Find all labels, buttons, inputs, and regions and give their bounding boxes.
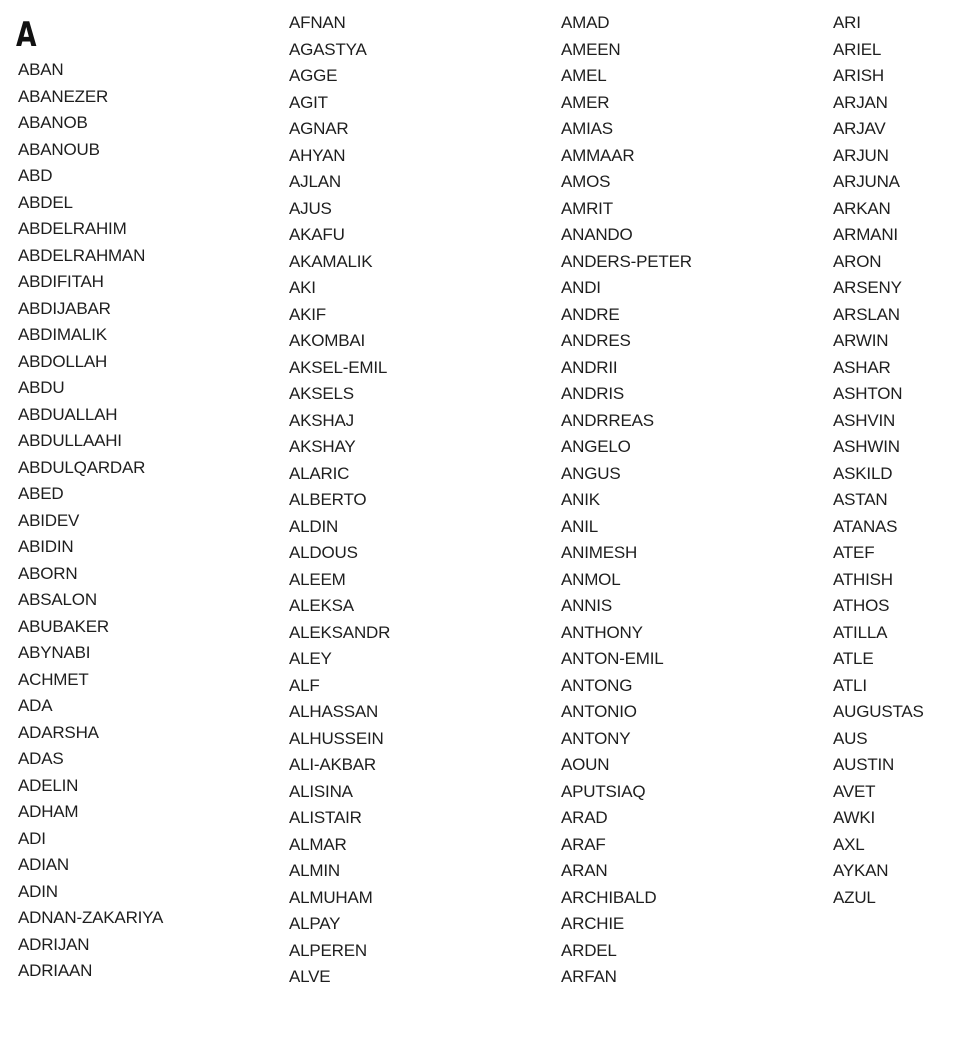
name-entry: ANTHONY (561, 622, 643, 642)
name-entry: ANIMESH (561, 543, 638, 562)
name-entry: ARAF (561, 834, 606, 854)
name-entry: AGGE (289, 66, 338, 85)
name-entry: ARJAV (833, 119, 886, 138)
name-entry: ANMOL (561, 569, 621, 589)
name-entry: AZUL (833, 887, 876, 907)
name-entry: ALEY (289, 649, 332, 668)
name-entry: ALHASSAN (289, 702, 379, 721)
name-entry: ABDELRAHMAN (18, 245, 146, 265)
name-entry: ABYNABI (18, 643, 91, 662)
name-entry: AUSTIN (833, 755, 895, 774)
name-entry: ATHISH (833, 569, 893, 589)
name-entry: ACHMET (18, 669, 89, 689)
name-entry: AMIAS (561, 119, 613, 138)
name-entry: ADIAN (18, 855, 69, 874)
name-entry: ALMIN (289, 861, 340, 880)
name-entry: ANANDO (561, 225, 633, 244)
name-entry: AHYAN (289, 145, 346, 165)
name-entry: ALMUHAM (289, 887, 373, 907)
name-entry: ABDEL (18, 192, 73, 212)
name-entry: ATANAS (833, 516, 898, 536)
name-entry: ABDIMALIK (18, 325, 107, 344)
name-entry: ALBERTO (289, 490, 367, 509)
name-entry: AVET (833, 781, 876, 801)
name-entry: ALEKSANDR (289, 622, 391, 642)
name-entry: ATEF (833, 543, 875, 562)
name-entry: ADRIJAN (18, 934, 90, 954)
name-entry: ARKAN (833, 198, 891, 218)
name-entry: ABDIJABAR (18, 298, 111, 318)
name-entry: ANDRE (561, 304, 620, 324)
name-entry: AUGUSTAS (833, 702, 924, 721)
name-entry: AMOS (561, 172, 611, 191)
name-entry: AGASTYA (289, 39, 367, 59)
name-entry: ANTONY (561, 728, 631, 748)
name-entry: ANDERS-PETER (561, 251, 692, 271)
name-entry: ANDI (561, 278, 601, 297)
name-entry: AKSELS (289, 384, 354, 403)
name-entry: ATHOS (833, 596, 890, 615)
name-entry: AKAMALIK (289, 251, 373, 271)
name-entry: ADA (18, 696, 53, 715)
name-entry: ATLE (833, 649, 874, 668)
name-entry: ASHAR (833, 357, 891, 377)
name-entry: ADHAM (18, 802, 79, 821)
name-entry: ADNAN-ZAKARIYA (18, 908, 164, 927)
name-entry: AUS (833, 728, 868, 748)
name-entry: ANDRES (561, 331, 631, 350)
name-entry: AGNAR (289, 119, 349, 138)
name-entry: ARSENY (833, 278, 902, 297)
name-entry: AJLAN (289, 172, 341, 191)
name-entry: AJUS (289, 198, 332, 218)
name-entry: ARON (833, 251, 882, 271)
name-entry: ATILLA (833, 622, 888, 642)
name-entry: ADI (18, 828, 46, 848)
name-entry: ALPAY (289, 914, 341, 933)
name-entry: ABAN (18, 60, 64, 79)
name-entry: AKSHAY (289, 437, 356, 456)
name-entry: ALDOUS (289, 543, 358, 562)
name-entry: ANTONIO (561, 702, 637, 721)
name-entry: ARAN (561, 861, 608, 880)
name-entry: ARMANI (833, 225, 898, 244)
name-entry: APUTSIAQ (561, 781, 646, 801)
name-entry: ABED (18, 484, 64, 503)
name-entry: AMRIT (561, 198, 613, 218)
name-entry: ABIDIN (18, 537, 74, 556)
name-entry: ALI-AKBAR (289, 755, 377, 774)
name-entry: AFNAN (289, 13, 346, 32)
name-entry: AKAFU (289, 225, 345, 244)
name-entry: ABDU (18, 378, 65, 397)
name-entry: ABDIFITAH (18, 272, 104, 291)
name-entry: ABDULLAAHI (18, 431, 122, 450)
name-entry: ADIN (18, 881, 58, 901)
name-entry: ADARSHA (18, 722, 99, 742)
name-entry: ALARIC (289, 463, 350, 483)
name-entry: ABANOUB (18, 139, 100, 159)
name-entry: ANDRREAS (561, 410, 654, 430)
name-column-4 (833, 10, 924, 911)
name-entry: AKIF (289, 304, 326, 324)
name-entry: AGIT (289, 92, 328, 112)
name-entry: ARCHIBALD (561, 887, 657, 907)
name-entry: ARCHIE (561, 914, 625, 933)
name-entry: ABDUALLAH (18, 404, 118, 424)
name-entry: ALISINA (289, 781, 353, 801)
name-entry: ARWIN (833, 331, 889, 350)
name-entry: ALDIN (289, 516, 339, 536)
name-entry: ADELIN (18, 775, 79, 795)
name-entry: ASTAN (833, 490, 888, 509)
name-column-2 (289, 10, 390, 991)
name-entry: AKOMBAI (289, 331, 366, 350)
name-entry: ABIDEV (18, 510, 80, 530)
name-entry: ABDULQARDAR (18, 457, 146, 477)
name-entry: ARIEL (833, 39, 882, 59)
name-entry: ANTON-EMIL (561, 649, 664, 668)
name-entry: ASHTON (833, 384, 903, 403)
name-entry: ARSLAN (833, 304, 900, 324)
name-entry: AOUN (561, 755, 610, 774)
name-entry: ALF (289, 675, 320, 695)
name-entry: ABUBAKER (18, 616, 109, 636)
name-entry: ANNIS (561, 596, 612, 615)
name-entry: ARJUNA (833, 172, 900, 191)
name-entry: ANTONG (561, 675, 633, 695)
name-entry: ABORN (18, 563, 78, 583)
name-entry: ADAS (18, 749, 64, 768)
name-entry: AMEL (561, 66, 607, 85)
section-letter-heading: A (16, 15, 37, 55)
name-entry: ANIK (561, 490, 600, 509)
name-entry: ANDRIS (561, 384, 625, 403)
name-entry: ANIL (561, 516, 598, 536)
name-entry: ALMAR (289, 834, 347, 854)
name-entry: ASKILD (833, 463, 893, 483)
name-entry: ALHUSSEIN (289, 728, 384, 748)
name-entry: ABD (18, 166, 53, 185)
name-entry: ALVE (289, 967, 331, 986)
name-entry: ARJAN (833, 92, 888, 112)
name-entry: AKI (289, 278, 316, 297)
name-entry: AMEEN (561, 39, 621, 59)
name-entry: AYKAN (833, 861, 889, 880)
name-column-1 (18, 57, 163, 985)
name-entry: ABDELRAHIM (18, 219, 127, 238)
name-entry: ABDOLLAH (18, 351, 108, 371)
name-entry: ARFAN (561, 967, 617, 986)
name-entry: ADRIAAN (18, 961, 93, 980)
name-entry: AMAD (561, 13, 610, 32)
name-entry: ALPEREN (289, 940, 367, 960)
name-entry: ANDRII (561, 357, 618, 377)
name-entry: ARI (833, 13, 861, 32)
name-entry: ALEEM (289, 569, 346, 589)
name-entry: AMMAAR (561, 145, 635, 165)
name-entry: AWKI (833, 808, 876, 827)
name-entry: ABANOB (18, 113, 88, 132)
name-entry: ANGUS (561, 463, 621, 483)
name-entry: ABANEZER (18, 86, 109, 106)
name-entry: ARJUN (833, 145, 889, 165)
name-entry: ASHVIN (833, 410, 896, 430)
name-entry: ANGELO (561, 437, 631, 456)
name-entry: AKSHAJ (289, 410, 354, 430)
name-entry: ABSALON (18, 590, 97, 609)
name-entry: ALEKSA (289, 596, 354, 615)
name-entry: ARDEL (561, 940, 617, 960)
name-entry: ARISH (833, 66, 884, 85)
name-entry: AMER (561, 92, 610, 112)
name-entry: ASHWIN (833, 437, 900, 456)
name-entry: AKSEL-EMIL (289, 357, 388, 377)
name-column-3 (561, 10, 692, 991)
name-entry: ARAD (561, 808, 608, 827)
name-entry: ATLI (833, 675, 867, 695)
name-entry: ALISTAIR (289, 808, 362, 827)
name-entry: AXL (833, 834, 865, 854)
